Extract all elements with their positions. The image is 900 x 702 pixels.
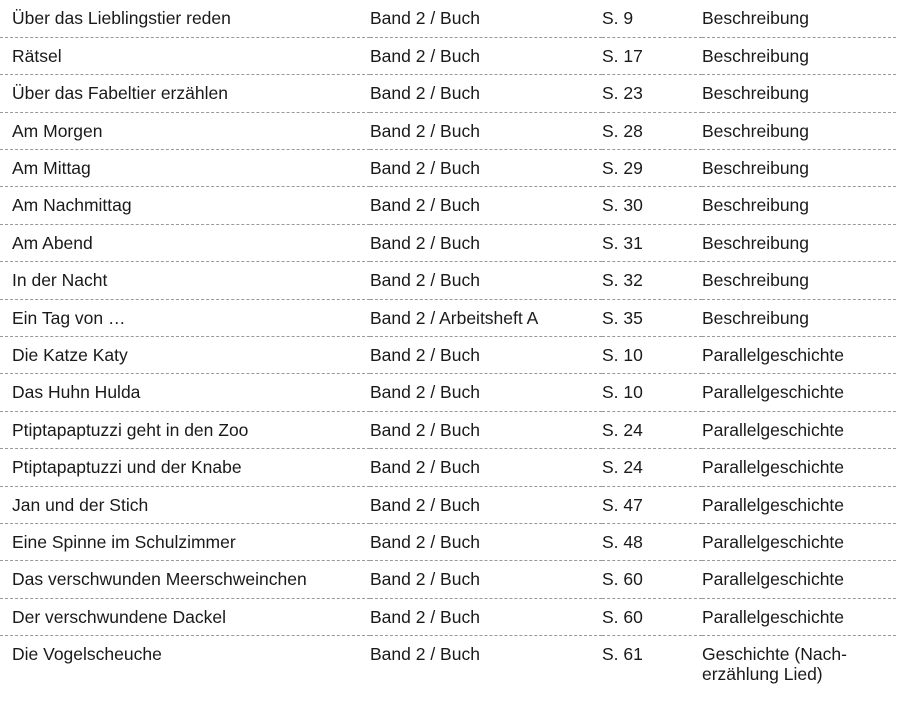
row-source: Band 2 / Buch [370, 37, 602, 74]
row-type: Beschreibung [702, 299, 896, 336]
row-page: S. 47 [602, 486, 702, 523]
table-row [0, 187, 896, 224]
row-title: Über das Fabeltier erzählen [0, 75, 370, 112]
row-type: Parallelgeschichte [702, 337, 896, 374]
row-page: S. 31 [602, 224, 702, 261]
row-page: S. 28 [602, 112, 702, 149]
row-type: Parallelgeschichte [702, 374, 896, 411]
table-row [0, 262, 896, 299]
row-type: Parallelgeschichte [702, 598, 896, 635]
row-type: Beschreibung [702, 187, 896, 224]
row-title: Jan und der Stich [0, 486, 370, 523]
row-type: Beschreibung [702, 37, 896, 74]
row-source: Band 2 / Buch [370, 411, 602, 448]
row-type: Beschreibung [702, 150, 896, 187]
table-row [0, 523, 896, 560]
table-row [0, 598, 896, 635]
row-source: Band 2 / Buch [370, 598, 602, 635]
table-row [0, 337, 896, 374]
row-title: Am Nachmittag [0, 187, 370, 224]
row-source: Band 2 / Buch [370, 0, 602, 37]
row-type: Beschreibung [702, 75, 896, 112]
table-row [0, 636, 896, 696]
row-title: Eine Spinne im Schulzimmer [0, 523, 370, 560]
row-source: Band 2 / Buch [370, 523, 602, 560]
row-type: Parallelgeschichte [702, 449, 896, 486]
row-source: Band 2 / Arbeitsheft A [370, 299, 602, 336]
row-title: Der verschwundene Dackel [0, 598, 370, 635]
row-page: S. 48 [602, 523, 702, 560]
row-page: S. 9 [602, 0, 702, 37]
row-source: Band 2 / Buch [370, 187, 602, 224]
row-page: S. 32 [602, 262, 702, 299]
row-type: Beschreibung [702, 112, 896, 149]
row-title: Ptiptapaptuzzi geht in den Zoo [0, 411, 370, 448]
row-page: S. 10 [602, 337, 702, 374]
row-type: Parallelgeschichte [702, 486, 896, 523]
row-title: Am Mittag [0, 150, 370, 187]
table-row [0, 112, 896, 149]
row-source: Band 2 / Buch [370, 449, 602, 486]
row-page: S. 61 [602, 644, 643, 665]
row-title: Das Huhn Hulda [0, 374, 370, 411]
row-page: S. 24 [602, 449, 702, 486]
table-row [0, 0, 896, 37]
row-title: Am Morgen [0, 112, 370, 149]
row-page: S. 23 [602, 75, 702, 112]
row-page: S. 17 [602, 37, 702, 74]
row-title: Ein Tag von … [0, 299, 370, 336]
row-title: In der Nacht [0, 262, 370, 299]
table-row [0, 561, 896, 598]
table-row [0, 75, 896, 112]
row-source: Band 2 / Buch [370, 224, 602, 261]
table-row [0, 224, 896, 261]
row-title: Die Vogelscheuche [12, 644, 162, 665]
row-source: Band 2 / Buch [370, 486, 602, 523]
row-source: Band 2 / Buch [370, 112, 602, 149]
table-row [0, 449, 896, 486]
row-type: Parallelgeschichte [702, 523, 896, 560]
row-type: Parallelgeschichte [702, 561, 896, 598]
table-row [0, 150, 896, 187]
row-source: Band 2 / Buch [370, 644, 480, 665]
row-type: Beschreibung [702, 0, 896, 37]
row-source: Band 2 / Buch [370, 75, 602, 112]
row-type: Beschreibung [702, 262, 896, 299]
row-title: Ptiptapaptuzzi und der Knabe [0, 449, 370, 486]
table-row [0, 374, 896, 411]
row-source: Band 2 / Buch [370, 150, 602, 187]
row-title: Rätsel [0, 37, 370, 74]
row-page: S. 10 [602, 374, 702, 411]
row-type: Beschreibung [702, 224, 896, 261]
row-page: S. 24 [602, 411, 702, 448]
row-source: Band 2 / Buch [370, 262, 602, 299]
row-page: S. 29 [602, 150, 702, 187]
row-title: Über das Lieblingstier reden [0, 0, 370, 37]
row-title: Am Abend [0, 224, 370, 261]
row-source: Band 2 / Buch [370, 337, 602, 374]
table-row [0, 37, 896, 74]
row-type: Geschichte (Nach- erzählung Lied) [702, 644, 847, 685]
row-type: Parallelgeschichte [702, 411, 896, 448]
row-title: Das verschwunden Meerschweinchen [0, 561, 370, 598]
row-page: S. 60 [602, 598, 702, 635]
row-page: S. 60 [602, 561, 702, 598]
table-row [0, 486, 896, 523]
table-row [0, 299, 896, 336]
row-title: Die Katze Katy [0, 337, 370, 374]
table-row [0, 411, 896, 448]
row-page: S. 30 [602, 187, 702, 224]
row-source: Band 2 / Buch [370, 561, 602, 598]
row-page: S. 35 [602, 299, 702, 336]
row-source: Band 2 / Buch [370, 374, 602, 411]
